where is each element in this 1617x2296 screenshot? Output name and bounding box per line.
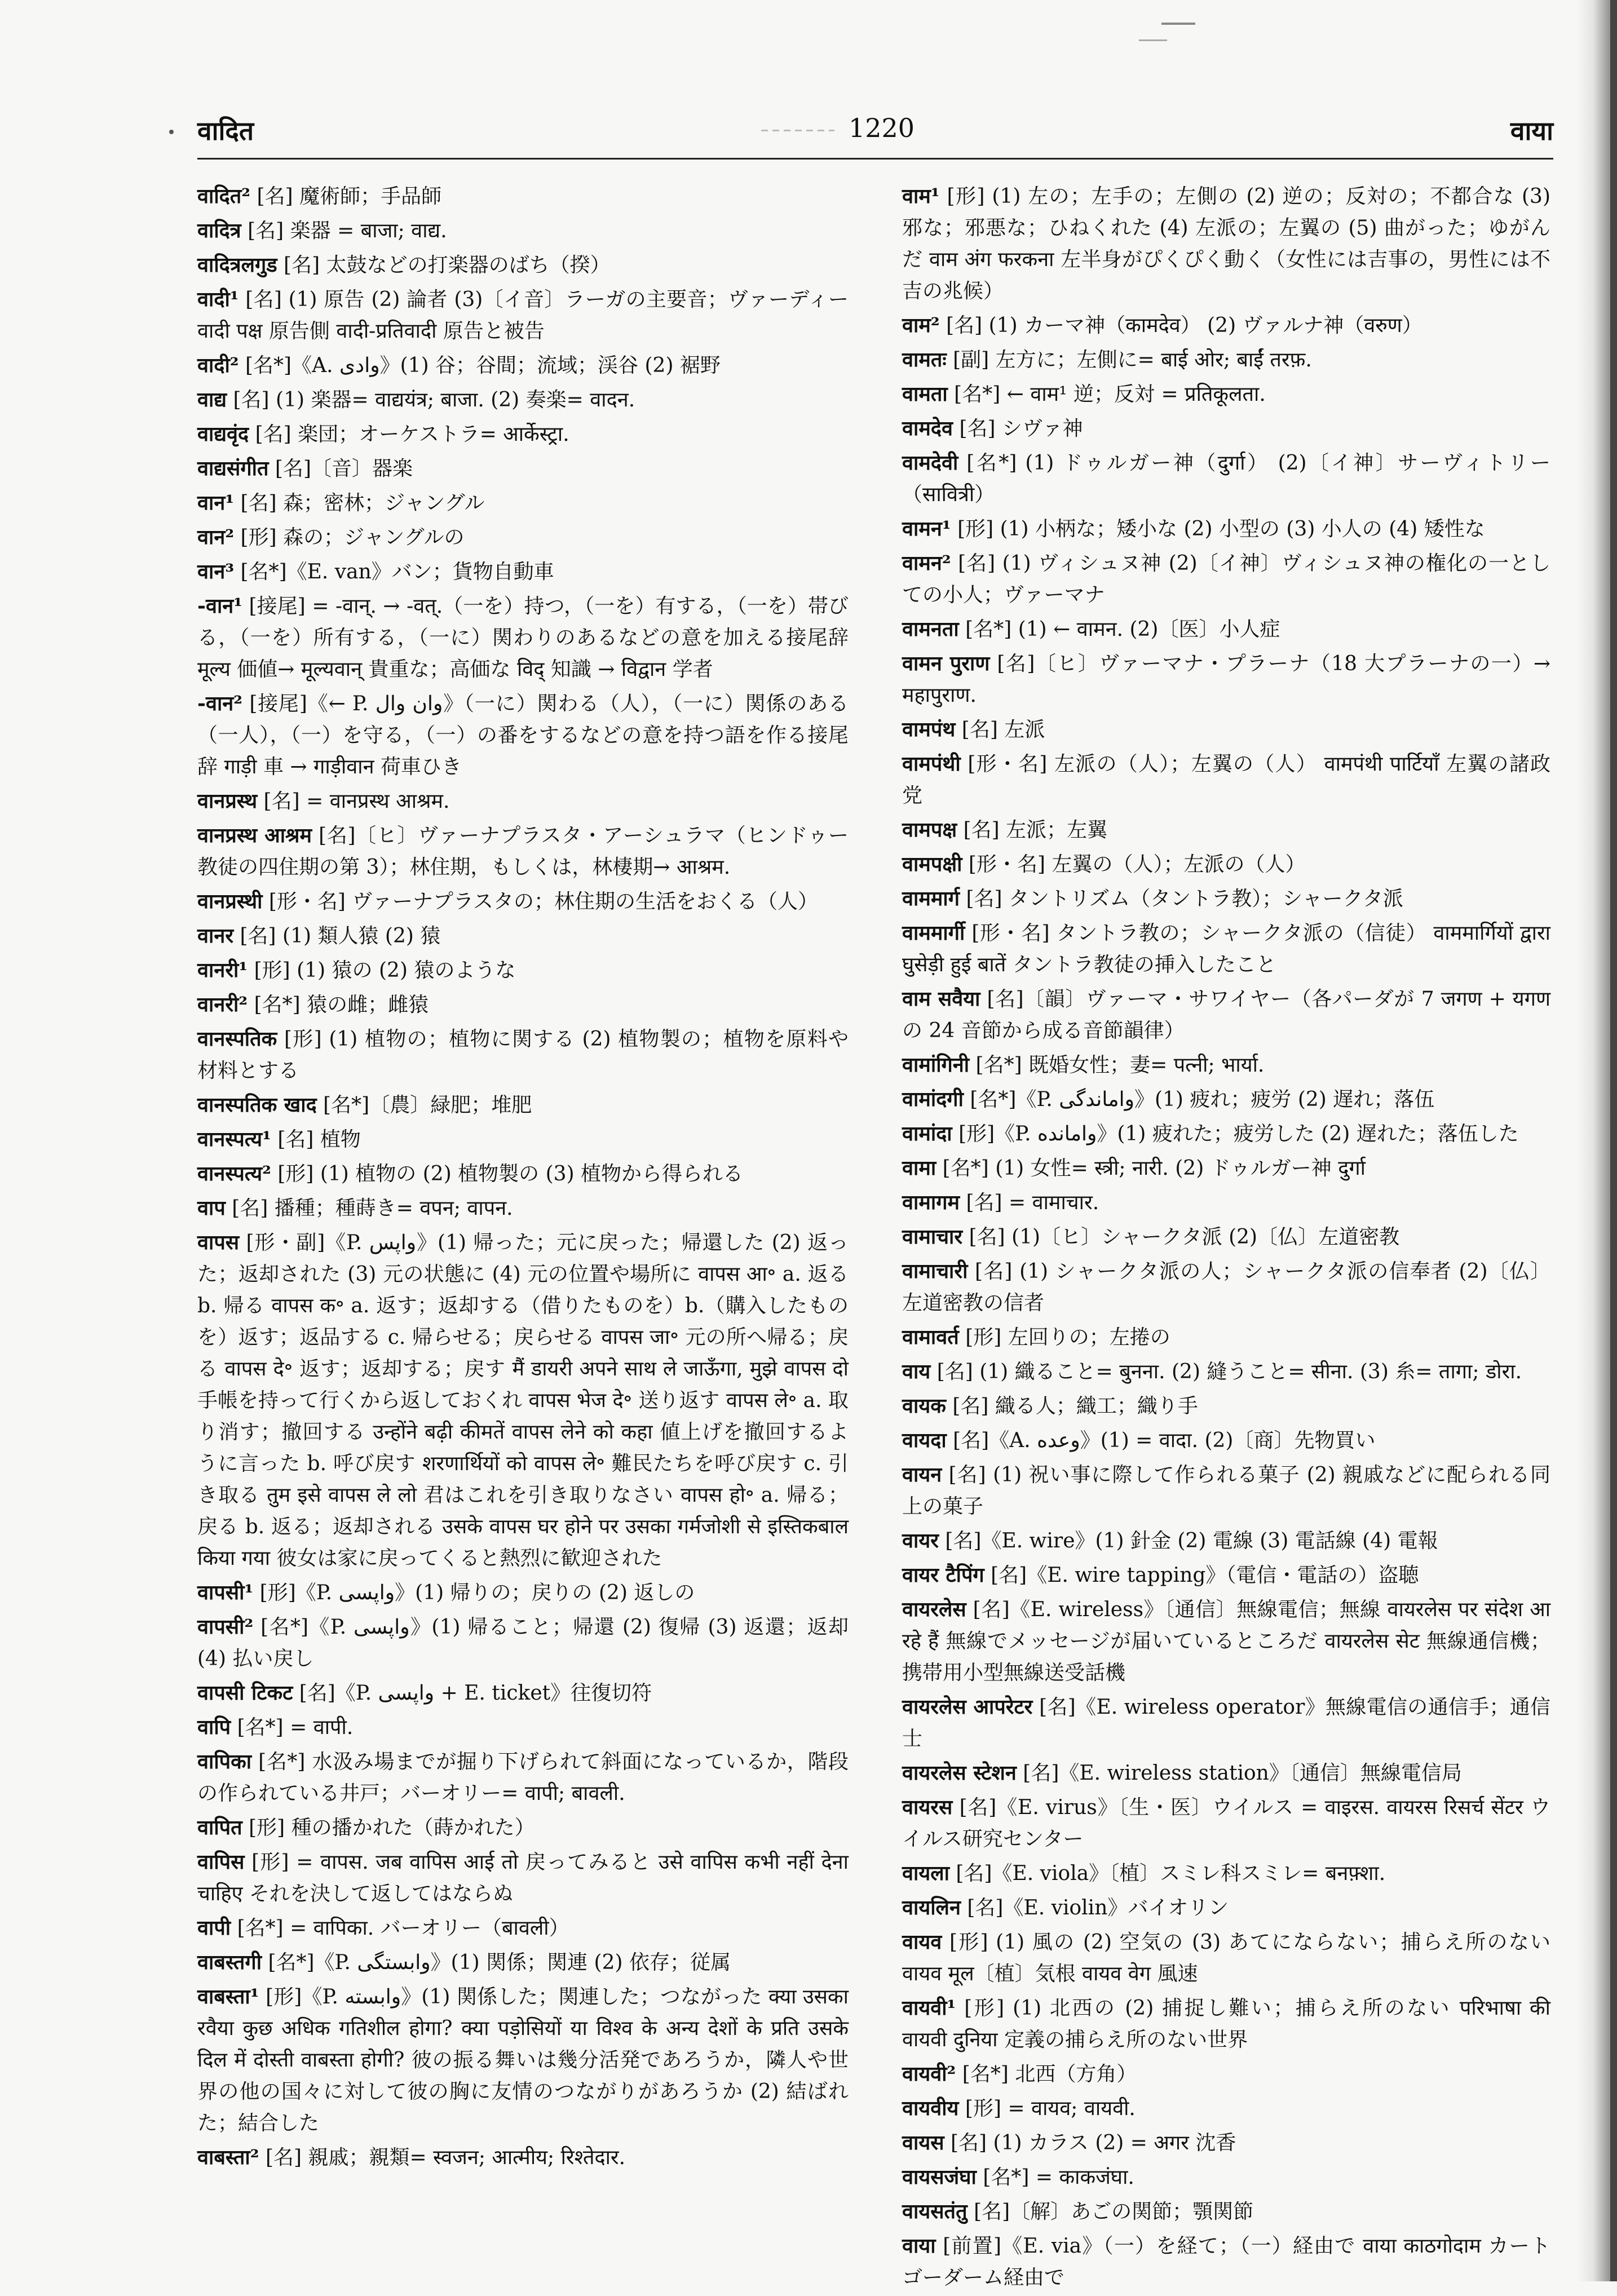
entry-definition: [名] 楽団；オーケストラ= आर्केस्ट्रा. <box>255 423 569 446</box>
entry-headword: वाय <box>902 1360 931 1383</box>
dictionary-entry <box>902 883 1550 915</box>
entry-headword: वाबस्ता² <box>197 2145 259 2169</box>
dictionary-entry <box>197 180 849 213</box>
entry-definition: [形] = वापस. जब वापिस आई तो 戻ってみると उसे वापिस कभी नहीं देना चाहिए それを決して返してはならぬ <box>197 1851 849 1905</box>
dictionary-entry <box>197 521 849 554</box>
dictionary-entry <box>197 2142 849 2174</box>
header-divider <box>761 130 834 131</box>
entry-definition: [名] (1) 類人猿 (2) 猿 <box>240 924 441 948</box>
dictionary-entry <box>902 613 1550 645</box>
entry-definition: [名] 左派；左翼 <box>963 819 1108 842</box>
scan-mark <box>1139 39 1167 41</box>
dictionary-entry <box>902 1255 1550 1319</box>
page-edge <box>1610 0 1617 2281</box>
entry-headword: वामांगिनी <box>902 1053 970 1077</box>
entry-definition: [名]《E. viola》〔植〕スミレ科スミレ= बनफ़्शा. <box>956 1862 1386 1885</box>
entry-definition: [形・名] 左派の（人）；左翼の（人） वामपंथी पार्टियाँ 左翼の諸政党 <box>902 753 1550 807</box>
entry-definition: [形] (1) 左の；左手の；左側の (2) 逆の；反対の；不都合な (3) 邪な；邪悪な；ひねくれた (4) 左派の；左翼の (5) 曲がった；ゆがんだ वाम अंग फरकना 左半身がぴくぴく動く（女性には吉事の，男性には不吉の兆候） <box>902 185 1550 303</box>
dictionary-entry <box>902 1791 1550 1855</box>
dictionary-entry <box>902 1459 1550 1523</box>
dictionary-entry <box>902 648 1550 711</box>
entry-definition: [形] (1) 猿の (2) 猿のような <box>254 959 516 982</box>
entry-headword: वादित्र <box>197 219 241 242</box>
dictionary-entry <box>902 1892 1550 1924</box>
entry-headword: वापित <box>197 1816 242 1839</box>
dictionary-entry <box>197 418 849 450</box>
entry-definition: [名]〔ヒ〕ヴァーナプラスタ・アーシュラマ（ヒンドゥー教徒の四住期の第 3）；林住期，もしくは，林棲期→ आश्रम. <box>197 824 849 879</box>
entry-headword: वायरस <box>902 1795 953 1819</box>
entry-definition: [名] (1) 楽器= वाद्ययंत्र; बाजा. (2) 奏楽= वादन. <box>233 388 635 412</box>
entry-headword: वाद्यसंगीत <box>197 457 269 480</box>
entry-headword: वापसी² <box>197 1615 254 1639</box>
entry-headword: वायन <box>902 1463 942 1487</box>
entry-headword: वामाचारी <box>902 1259 968 1283</box>
dictionary-entry <box>902 1221 1550 1253</box>
entry-headword: वानरी² <box>197 993 248 1016</box>
entry-headword: वामतः <box>902 348 947 371</box>
entry-headword: वायरलेस आपरेटर <box>902 1695 1033 1719</box>
dictionary-entry <box>902 309 1550 342</box>
entry-headword: वादित्रलगुड <box>197 253 277 277</box>
entry-headword: वामपंथी <box>902 752 961 776</box>
dictionary-entry <box>197 453 849 485</box>
entry-definition: [形・名] タントラ教の；シャークタ派の（信徒） वाममार्गियों द्वारा घुसेड़ी हुई बातें タントラ教徒の挿入したこと <box>902 922 1550 976</box>
entry-headword: वानप्रस्थ <box>197 789 258 813</box>
dictionary-entry <box>902 1992 1550 2056</box>
dictionary-entry <box>902 2161 1550 2193</box>
entry-definition: [名] 太鼓などの打楽器のばち（揆） <box>284 254 611 277</box>
entry-definition: [名*] (1) ドゥルガー神（दुर्गा） (2)〔イ神〕サーヴィトリー（सावित्री） <box>902 452 1550 506</box>
entry-definition: [名] シヴァ神 <box>959 417 1083 440</box>
scan-dot <box>169 130 174 134</box>
dictionary-entry <box>197 1846 849 1910</box>
entry-definition: [名]〔音〕器楽 <box>275 457 413 480</box>
entry-definition: [名*] 猿の雌；雌猿 <box>254 993 429 1016</box>
entry-headword: वानरी¹ <box>197 958 248 982</box>
dictionary-entry <box>902 547 1550 611</box>
entry-headword: वामन¹ <box>902 517 951 541</box>
entry-definition: [形] (1) 風の (2) 空気の (3) あてにならない；捕らえ所のない वायव मूल〔植〕気根 वायव वेग 風速 <box>902 1931 1550 1985</box>
dictionary-entry <box>197 820 849 883</box>
dictionary-entry <box>197 886 849 918</box>
dictionary-entry <box>902 2058 1550 2090</box>
dictionary-entry <box>902 1691 1550 1755</box>
entry-definition: [接尾]《← P. وان وال》（一に）関わる（人），（一に）関係のある（一人），（一）を守る，（一）の番をするなどの意を持つ語を作る接尾辞 गाड़ी 車 → गाड़ीवान 荷車ひき <box>197 692 849 778</box>
entry-definition: [名*] (1) 女性= स्त्री; नारी. (2) ドゥルガー神 दुर्गा <box>942 1157 1366 1180</box>
dictionary-entry <box>902 714 1550 746</box>
entry-definition: [形]《P. وابسته》(1) 関係した；関連した；つながった क्या उसका रवैया कुछ अधिक गतिशील होगा? क्या पड़ोसियों या विश्व के अन्य देशों के प्रति उसके दिल में दोस्ती वाबस्ता होगी? 彼の振る舞いは幾分活発であろうか，隣人や世界の他の国々に対して彼の胸に友情のつながりがあろうか (2) 結ばれた；結合した <box>197 1985 849 2135</box>
entry-headword: वामनता <box>902 617 959 641</box>
running-header <box>197 113 1553 152</box>
dictionary-entry <box>197 1677 849 1709</box>
entry-headword: वामागम <box>902 1191 960 1214</box>
entry-headword: वायर <box>902 1529 939 1552</box>
entry-headword: वामदेवी <box>902 451 958 475</box>
entry-headword: वान³ <box>197 560 235 583</box>
entry-definition: [形] 左回りの；左捲の <box>965 1326 1170 1349</box>
entry-headword: वापी <box>197 1916 231 1940</box>
entry-headword: वायदा <box>902 1428 947 1452</box>
entry-definition: [名] (1) シャークタ派の人；シャークタ派の信奉者 (2)〔仏〕左道密教の信者 <box>902 1260 1550 1315</box>
entry-headword: वाम¹ <box>902 184 940 208</box>
entry-definition: [名] = वामाचार. <box>966 1191 1099 1214</box>
header-first-word: वादित <box>197 116 254 146</box>
entry-headword: वामदेव <box>902 417 953 440</box>
dictionary-entry <box>902 917 1550 981</box>
dictionary-entry <box>902 1187 1550 1219</box>
entry-headword: वायला <box>902 1861 949 1885</box>
entry-headword: वादित² <box>197 184 251 208</box>
dictionary-entry <box>197 989 849 1021</box>
entry-definition: [名] (1) 原告 (2) 論者 (3)〔イ音〕ラーガの主要音；ヴァーディー वादी पक्ष 原告側 वादी-प्रतिवादी 原告と被告 <box>197 288 849 343</box>
entry-headword: वायलिन <box>902 1896 961 1919</box>
entry-definition: [形]《P. واپسی》(1) 帰りの；戻りの (2) 返しの <box>259 1581 695 1604</box>
entry-headword: वाद्यवृंद <box>197 422 249 446</box>
entry-definition: [名*] 既婚女性；妻= पत्नी; भार्या. <box>975 1054 1265 1077</box>
entry-headword: वामपक्ष <box>902 818 957 842</box>
dictionary-entry <box>197 1023 849 1087</box>
entry-definition: [名*]《P. وابستگی》(1) 関係；関連 (2) 依存；従属 <box>268 1951 731 1974</box>
dictionary-entry <box>902 1118 1550 1150</box>
entry-headword: वायवी¹ <box>902 1996 956 2020</box>
entry-definition: [名*]《A. وادی》(1) 谷；谷間；流域；渓谷 (2) 裾野 <box>245 354 721 377</box>
dictionary-entry <box>902 748 1550 812</box>
dictionary-entry <box>902 344 1550 376</box>
entry-definition: [名] (1) カーマ神（कामदेव） (2) ヴァルナ神（वरुण） <box>946 314 1422 337</box>
dictionary-entry <box>902 1594 1550 1689</box>
dictionary-entry <box>197 1611 849 1675</box>
dictionary-entry <box>197 590 849 685</box>
entry-headword: वायरलेस स्टेशन <box>902 1761 1017 1785</box>
dictionary-entry <box>197 954 849 986</box>
entry-headword: वामपक्षी <box>902 852 962 876</box>
entry-definition: [名*]《P. واپسی》(1) 帰ること；帰還 (2) 復帰 (3) 返還；返却 (4) 払い戻し <box>197 1616 849 1670</box>
entry-headword: वाद्य <box>197 388 227 412</box>
entry-definition: [名] (1) 織ること= बुनना. (2) 縫うこと= सीना. (3) 糸= तागा; डोरा. <box>936 1360 1522 1383</box>
entry-headword: वानस्पतिक खाद <box>197 1093 317 1117</box>
entry-definition: [形]《P. وامانده》(1) 疲れた；疲労した (2) 遅れた；落伍した <box>958 1122 1519 1145</box>
entry-headword: वानप्रस्थ आश्रम <box>197 824 312 847</box>
entry-definition: [名*] 水汲み場までが掘り下げられて斜面になっているか，階段の作られている井戸；バーオリー= वापी; बावली. <box>197 1750 849 1805</box>
entry-definition: [名] 魔術師；手品師 <box>257 185 442 208</box>
dictionary-entry <box>197 785 849 817</box>
entry-headword: वानस्पत्य¹ <box>197 1127 271 1151</box>
entry-headword: वामन पुराण <box>902 652 990 675</box>
right-column <box>902 180 1550 2296</box>
entry-headword: वाम सवैया <box>902 987 980 1011</box>
dictionary-entry <box>902 848 1550 881</box>
scan-mark <box>1161 23 1195 25</box>
entry-headword: वानस्पत्य² <box>197 1162 271 1185</box>
entry-definition: [名*] = वापी. <box>237 1716 354 1739</box>
dictionary-entry <box>902 378 1550 410</box>
entry-definition: [名] 森；密林；ジャングル <box>240 492 485 515</box>
dictionary-entry <box>197 1711 849 1744</box>
entry-definition: [名*]《P. واماندگی》(1) 疲れ；疲労 (2) 遅れ；落伍 <box>970 1088 1435 1111</box>
entry-headword: वानप्रस्थी <box>197 890 263 913</box>
entry-definition: [名*] ← वाम¹ 逆；反対 = प्रतिकूलता. <box>954 383 1266 406</box>
entry-definition: [名*] = काकजंघा. <box>983 2166 1134 2189</box>
entry-definition: [形・名] ヴァーナプラスタの；林住期の生活をおくる（人） <box>268 890 818 913</box>
dictionary-entry <box>197 1158 849 1190</box>
entry-headword: वायवीय <box>902 2096 959 2120</box>
entry-headword: वायसतंतु <box>902 2200 967 2223</box>
entry-headword: वाप <box>197 1196 226 1220</box>
entry-definition: [名] 植物 <box>277 1128 361 1151</box>
dictionary-entry <box>902 1525 1550 1557</box>
entry-headword: -वान¹ <box>197 594 243 618</box>
entry-headword: वाममार्ग <box>902 887 960 910</box>
entry-definition: [名] タントリズム（タントラ教）；シャークタ派 <box>966 887 1403 910</box>
entry-headword: वायर टैपिंग <box>902 1563 984 1587</box>
dictionary-entry <box>902 2092 1550 2125</box>
entry-definition: [形] (1) 小柄な；矮小な (2) 小型の (3) 小人の (4) 矮性な <box>957 517 1485 541</box>
entry-definition: [名] 播種；種蒔き= वपन; वापन. <box>232 1197 513 1220</box>
entry-headword: वानस्पतिक <box>197 1027 277 1051</box>
entry-definition: [形・名] 左翼の（人）；左派の（人） <box>968 853 1306 876</box>
dictionary-entry <box>197 384 849 416</box>
entry-headword: वायवी² <box>902 2062 956 2086</box>
entry-definition: [名]《E. wireless》〔通信〕無線電信；無線 वायरलेस पर संदेश आ रहे हैं 無線でメッセージが届いているところだ वायरलेस सेट 無線通信機；携帯用小型無線送受話機 <box>902 1598 1550 1684</box>
dictionary-entry <box>197 1227 849 1574</box>
entry-definition: [名] = वानप्रस्थ आश्रम. <box>263 790 450 813</box>
entry-definition: [名] 織る人；織工；織り手 <box>952 1395 1198 1418</box>
entry-headword: वायसजंघा <box>902 2165 977 2189</box>
dictionary-entry <box>902 447 1550 511</box>
entry-definition: [前置]《E. via》（一）を経て；（一）経由で वाया काठगोदाम カートゴーダーム経由で <box>902 2235 1550 2289</box>
entry-definition: [形] (1) 植物の (2) 植物製の (3) 植物から得られる <box>277 1162 744 1185</box>
entry-definition: [名]《E. wireless station》〔通信〕無線電信局 <box>1023 1762 1462 1785</box>
dictionary-entry <box>197 688 849 783</box>
entry-headword: वादी¹ <box>197 287 239 311</box>
entry-headword: वायक <box>902 1394 946 1418</box>
page-number: 1220 <box>849 113 915 143</box>
entry-headword: वापसी¹ <box>197 1581 254 1604</box>
entry-definition: [名*] (1) ← वामन. (2)〔医〕小人症 <box>965 618 1280 641</box>
dictionary-entry <box>902 2127 1550 2159</box>
entry-definition: [名]《E. wire》(1) 針金 (2) 電線 (3) 電話線 (4) 電報 <box>945 1529 1438 1552</box>
dictionary-entry <box>902 513 1550 545</box>
dictionary-entry <box>902 1356 1550 1388</box>
entry-definition: [副] 左方に；左側に= बाई ओर; बाईं तरफ़. <box>953 348 1312 371</box>
entry-definition: [名*] 北西（方角） <box>962 2063 1137 2086</box>
entry-headword: वामपंथ <box>902 718 956 741</box>
entry-definition: [名]《P. واپسی + E. ticket》往復切符 <box>299 1682 652 1705</box>
dictionary-entry <box>902 1083 1550 1116</box>
dictionary-entry <box>197 284 849 347</box>
entry-headword: वायरलेस <box>902 1598 966 1621</box>
entry-headword: वादी² <box>197 353 239 377</box>
dictionary-entry <box>902 814 1550 846</box>
entry-definition: [名] 楽器 = बाजा; वाद्य. <box>248 219 447 242</box>
entry-headword: वापिस <box>197 1850 245 1874</box>
entry-definition: [名]《A. وعده》(1) = वादा. (2)〔商〕先物買い <box>953 1429 1376 1452</box>
entry-definition: [形・副]《P. واپس》(1) 帰った；元に戻った；帰還した (2) 返った；返却された (3) 元の状態に (4) 元の位置や場所に वापस आ॰ a. 返る b. 帰る वापस क॰ a. 返す；返却する（借りたものを）b.（購入したものを）返す；返品する c. 帰らせる；戻らせる वापस जा॰ 元の所へ帰る；戻る वापस दे॰ 返す；返却する；戻す मैं डायरी अपने साथ ले जाऊँगा, मुझे वापस दो 手帳を持って行くから返しておくれ वापस भेज दे॰ 送り返す वापस ले॰ a. 取り消す；撤回する उन्होंने बढ़ी कीमतें वापस लेने को कहा 値上げを撤回するように言った b. 呼び戻す शरणार्थियों को वापस ले॰ 難民たちを呼び戻す c. 引き取る तुम इसे वापस ले लो 君はこれを引き取りなさい वापस हो॰ a. 帰る；戻る b. 返る；返却される उसके वापस घर होने पर उसका गर्मजोशी से इस्तिकबाल किया गया 彼女は家に戻ってくると熱烈に歓迎された <box>197 1231 849 1570</box>
entry-headword: वान² <box>197 525 235 549</box>
dictionary-entry <box>902 983 1550 1047</box>
entry-definition: [名] 左派 <box>961 718 1045 741</box>
dictionary-entry <box>197 487 849 519</box>
dictionary-entry <box>197 1746 849 1810</box>
entry-headword: वापसी टिकट <box>197 1681 293 1705</box>
entry-headword: वान¹ <box>197 491 235 515</box>
entry-definition: [名] (1)〔ヒ〕シャークタ派 (2)〔仏〕左道密教 <box>969 1226 1400 1249</box>
entry-headword: वानर <box>197 924 234 948</box>
dictionary-entry <box>197 1089 849 1121</box>
entry-definition: [名]〔ヒ〕ヴァーマナ・プラーナ（18 大プラーナの一）→ महापुराण. <box>902 652 1550 707</box>
entry-headword: वापस <box>197 1231 240 1254</box>
dictionary-entry <box>197 1577 849 1609</box>
entry-definition: [形] (1) 植物の；植物に関する (2) 植物製の；植物を原料や材料とする <box>197 1028 849 1082</box>
dictionary-entry <box>902 1152 1550 1184</box>
dictionary-entry <box>197 920 849 952</box>
dictionary-entry <box>197 1192 849 1224</box>
entry-headword: वामावर्त <box>902 1325 959 1349</box>
entry-definition: [名]《E. virus》〔生・医〕ウイルス = वाइरस. वायरस रिसर्च सेंटर ウイルス研究センター <box>902 1796 1550 1851</box>
entry-headword: वामन² <box>902 551 951 575</box>
header-last-word: वाया <box>1510 116 1553 146</box>
left-column <box>197 180 849 2176</box>
dictionary-entry <box>902 1321 1550 1353</box>
entry-headword: वामा <box>902 1156 936 1180</box>
entry-definition: [形] (1) 北西の (2) 捕捉し難い；捕らえ所のない परिभाषा की वायवी दुनिया 定義の捕らえ所のない世界 <box>902 1997 1550 2051</box>
dictionary-entry <box>902 1559 1550 1591</box>
dictionary-entry <box>902 1857 1550 1890</box>
entry-headword: वाया <box>902 2234 936 2258</box>
entry-headword: वाबस्ता¹ <box>197 1985 259 2009</box>
dictionary-entry <box>197 350 849 382</box>
entry-headword: वामांदा <box>902 1122 952 1145</box>
entry-definition: [名] 親戚；親類= स्वजन; आत्मीय; रिश्तेदार. <box>265 2146 626 2169</box>
dictionary-entry <box>197 1946 849 1979</box>
entry-definition: [名*] = वापिका. バーオリー（बावली） <box>237 1917 569 1940</box>
dictionary-entry <box>197 249 849 281</box>
dictionary-entry <box>902 413 1550 445</box>
dictionary-entry <box>197 1912 849 1944</box>
dictionary-entry <box>902 1757 1550 1789</box>
entry-definition: [名] (1) カラス (2) = अगर 沈香 <box>951 2131 1236 2155</box>
dictionary-entry <box>197 1981 849 2139</box>
entry-definition: [形] = वायव; वायवी. <box>965 2097 1136 2120</box>
entry-headword: वापि <box>197 1715 231 1739</box>
entry-definition: [名]〔解〕あごの関節；顎関節 <box>974 2200 1254 2223</box>
entry-headword: वाबस्तगी <box>197 1950 262 1974</box>
entry-definition: [形] 種の播かれた（蒔かれた） <box>249 1816 535 1839</box>
entry-headword: वायव <box>902 1930 942 1954</box>
entry-headword: वामांदगी <box>902 1087 964 1111</box>
dictionary-entry <box>902 1425 1550 1457</box>
dictionary-entry <box>197 215 849 247</box>
dictionary-entry <box>902 180 1550 307</box>
entry-definition: [名]《E. wireless operator》無線電信の通信手；通信士 <box>902 1696 1550 1750</box>
entry-definition: [名] (1) 祝い事に際して作られる菓子 (2) 親戚などに配られる同上の菓子 <box>902 1463 1550 1518</box>
entry-definition: [名*]《E. van》バン；貨物自動車 <box>240 560 554 583</box>
dictionary-entry <box>902 1049 1550 1081</box>
entry-headword: -वान² <box>197 692 243 715</box>
dictionary-entry <box>902 2196 1550 2228</box>
dictionary-entry <box>197 1123 849 1156</box>
entry-headword: वामता <box>902 382 948 406</box>
header-rule <box>197 158 1553 160</box>
entry-headword: वाममार्गी <box>902 921 965 945</box>
dictionary-entry <box>902 2230 1550 2294</box>
entry-definition: [名]《E. wire tapping》（電信・電話の）盗聴 <box>991 1564 1419 1587</box>
entry-definition: [接尾] = -वान्. → -वत्.（一を）持つ，（一を）有する，（一を）帯びる，（一を）所有する，（一に）関わりのあるなどの意を加える接尾辞 मूल्य 価値→ मूल्यवान् 貴重な；高価な विद् 知識 → विद्वान 学者 <box>197 595 849 681</box>
entry-headword: वाम² <box>902 313 940 337</box>
dictionary-entry <box>902 1390 1550 1422</box>
entry-definition: [名]〔韻〕ヴァーマ・サワイヤー（各パーダが 7 जगण + यगण の 24 音節から成る音節韻律） <box>902 988 1550 1042</box>
entry-definition: [名]《E. violin》バイオリン <box>967 1896 1229 1919</box>
dictionary-entry <box>197 1812 849 1844</box>
entry-headword: वापिका <box>197 1750 252 1773</box>
entry-headword: वायस <box>902 2131 944 2155</box>
entry-definition: [形] 森の；ジャングルの <box>240 526 465 549</box>
dictionary-entry <box>902 1926 1550 1990</box>
entry-definition: [名*]〔農〕緑肥；堆肥 <box>323 1094 532 1117</box>
entry-definition: [名] (1) ヴィシュヌ神 (2)〔イ神〕ヴィシュヌ神の権化の一としての小人；ヴァーマナ <box>902 552 1550 607</box>
dictionary-entry <box>197 556 849 588</box>
entry-headword: वामाचार <box>902 1225 963 1249</box>
